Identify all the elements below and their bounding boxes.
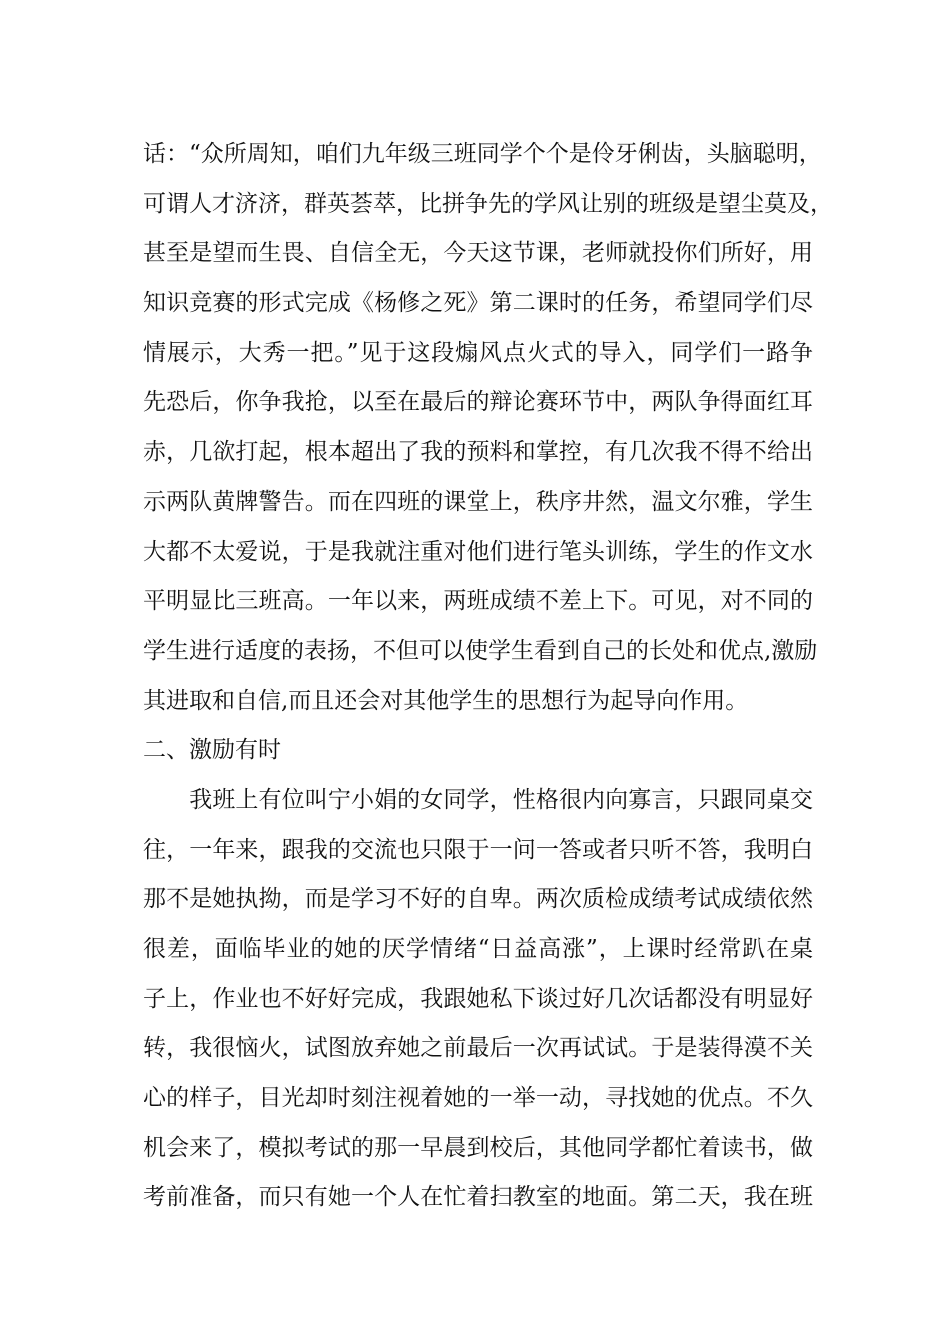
text-line: 先恐后，你争我抢，以至在最后的辩论赛环节中，两队争得面红耳 [143,389,813,416]
text-line: 赤，几欲打起，根本超出了我的预料和掌控，有几次我不得不给出 [143,439,813,466]
text-line: 很差，面临毕业的她的厌学情绪“日益高涨”，上课时经常趴在桌 [143,936,813,962]
text-line: 甚至是望而生畏、自信全无，今天这节课，老师就投你们所好，用 [143,240,813,267]
text-line: 学生进行适度的表扬，不但可以使学生看到自己的长处和优点,激励 [143,637,818,664]
text-line: 我班上有位叫宁小娟的女同学，性格很内向寡言，只跟同桌交 [143,786,813,813]
text-line: 机会来了，模拟考试的那一早晨到校后，其他同学都忙着读书，做 [143,1134,813,1161]
text-line: 话：“众所周知，咱们九年级三班同学个个是伶牙俐齿，头脑聪明， [143,141,822,167]
text-line: 心的样子，目光却时刻注视着她的一举一动，寻找她的优点。不久 [143,1085,813,1112]
text-line: 转，我很恼火，试图放弃她之前最后一次再试试。于是装得漠不关 [143,1035,813,1062]
text-line: 大都不太爱说，于是我就注重对他们进行笔头训练，学生的作文水 [143,538,813,565]
paragraph-continued [143,130,833,726]
paragraph-new [143,776,813,1223]
text-line: 子上，作业也不好好完成，我跟她私下谈过好几次话都没有明显好 [143,985,813,1012]
text-line: 平明显比三班高。一年以来，两班成绩不差上下。可见，对不同的 [143,588,813,615]
text-line: 考前准备，而只有她一个人在忙着扫教室的地面。第二天，我在班 [143,1184,813,1211]
text-line: 示两队黄牌警告。而在四班的课堂上，秩序井然，温文尔雅，学生 [143,488,813,515]
text-line: 知识竞赛的形式完成《杨修之死》第二课时的任务，希望同学们尽 [143,290,813,317]
text-line: 情展示，大秀一把。”见于这段煽风点火式的导入，同学们一路争 [143,339,813,366]
text-line: 那不是她执拗，而是学习不好的自卑。两次质检成绩考试成绩依然 [143,886,813,913]
body-text [143,130,833,1223]
text-line-last: 其进取和自信,而且还会对其他学生的思想行为起导向作用。 [143,687,749,714]
text-line: 可谓人才济济，群英荟萃，比拼争先的学风让别的班级是望尘莫及， [143,190,833,217]
text-line: 往，一年来，跟我的交流也只限于一问一答或者只听不答，我明白 [143,836,813,863]
section-heading: 二、激励有时 [143,737,281,764]
